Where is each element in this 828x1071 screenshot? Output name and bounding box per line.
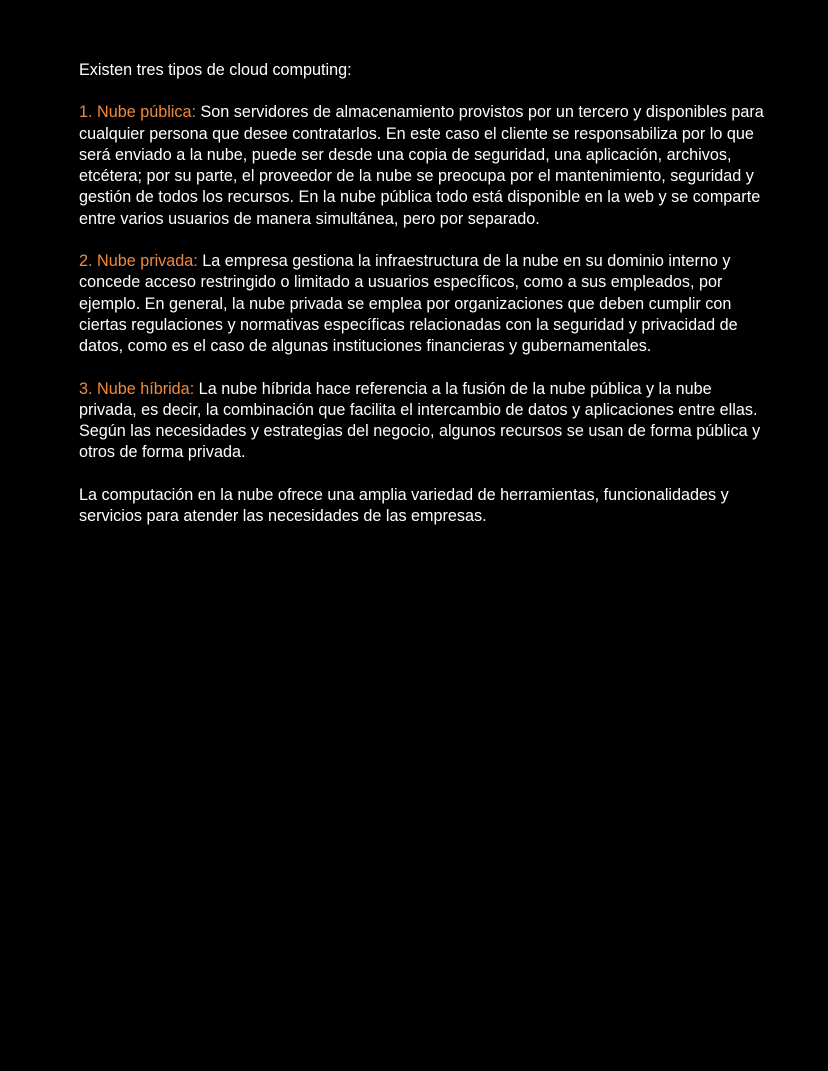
section-nube-privada (79, 251, 765, 357)
section-nube-hibrida (79, 379, 765, 464)
section-nube-publica (79, 102, 765, 230)
section-heading-nube-privada: 2. Nube privada: (79, 252, 198, 271)
closing-text: La computación en la nube ofrece una amplia variedad de herramientas, funcionalidades y servicios para atender las necesidades de las empresas. (79, 485, 729, 526)
section-body-nube-privada: La empresa gestiona la infraestructura de la nube en su dominio interno y concede acceso restringido o limitado a usuarios específicos, como a sus empleados, por ejemplo. En general, la nube privada se emplea por organizaciones que deben cumplir con ciertas regulaciones y normativas específicas relacionadas con la seguridad y privacidad de datos, como es el caso de algunas instituciones financieras y gubernamentales. (79, 252, 738, 356)
document-body (79, 60, 765, 527)
section-heading-nube-hibrida: 3. Nube híbrida: (79, 379, 195, 398)
section-body-nube-publica: Son servidores de almacenamiento provistos por un tercero y disponibles para cualquier persona que desee contratarlos. En este caso el cliente se responsabiliza por lo que será enviado a la nube, puede ser desde una copia de seguridad, una aplicación, archivos, etcétera; por su parte, el proveedor de la nube se preocupa por el mantenimiento, seguridad y gestión de todos los recursos. En la nube pública todo está disponible en la web y se comparte entre varios usuarios de manera simultánea, pero por separado. (79, 103, 764, 228)
intro-text: Existen tres tipos de cloud computing: (79, 61, 352, 79)
section-body-nube-hibrida: La nube híbrida hace referencia a la fusión de la nube pública y la nube privada, es decir, la combinación que facilita el intercambio de datos y aplicaciones entre ellas. Según las necesidades y estrategias del negocio, algunos recursos se usan de forma pública y otros de forma privada. (79, 379, 761, 462)
section-heading-nube-publica: 1. Nube pública: (79, 103, 196, 122)
